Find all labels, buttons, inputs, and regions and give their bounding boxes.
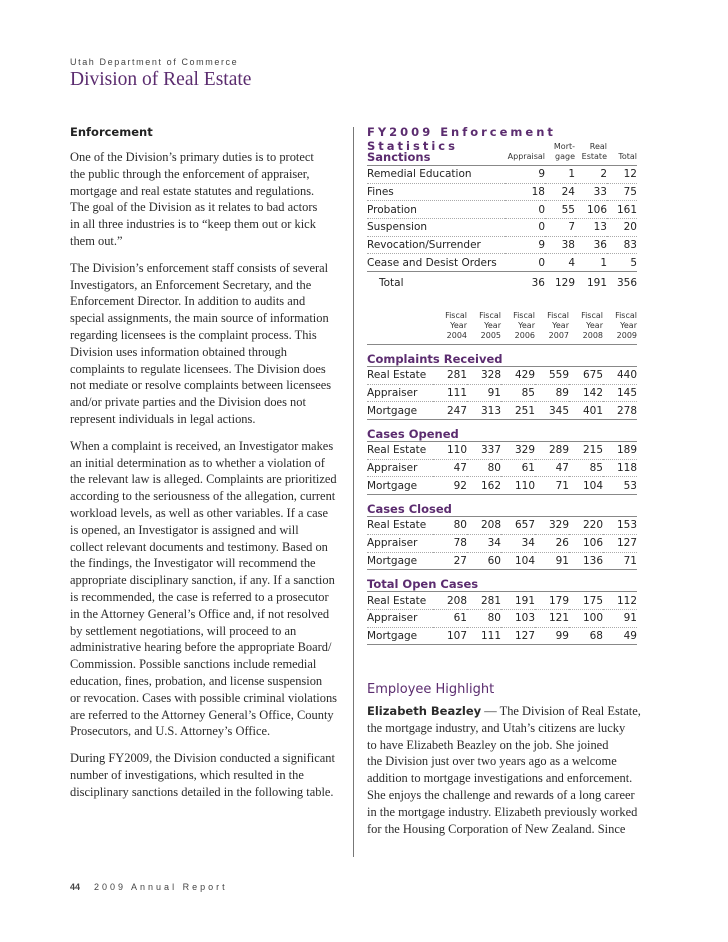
section-header-row: [367, 345, 637, 367]
cell-value: 55: [545, 201, 575, 219]
table-row: [367, 236, 637, 254]
column-divider: [353, 127, 354, 857]
table-row: [367, 592, 637, 610]
cell-value: 401: [569, 402, 603, 420]
text-line: represent individuals in legal actions.: [70, 411, 256, 426]
cell-value: 71: [535, 477, 569, 495]
row-label: Appraiser: [367, 534, 433, 552]
table-row: [367, 201, 637, 219]
sanctions-label: Sanctions: [367, 142, 505, 166]
cell-value: 60: [467, 552, 501, 570]
yearly-statistics-table: [367, 311, 637, 645]
row-label: Mortgage: [367, 477, 433, 495]
cell-value: 220: [569, 517, 603, 535]
enforcement-section: [70, 125, 342, 810]
text-line: special assignments, the main source of information: [70, 311, 329, 326]
cell-value: 136: [569, 552, 603, 570]
text-line: or revocation. Cases with possible criminal violations: [70, 690, 338, 705]
table-row: [367, 609, 637, 627]
total-row: [367, 272, 637, 294]
header-line: 2009: [616, 331, 637, 340]
table-row: [367, 219, 637, 237]
cell-value: 5: [607, 254, 637, 272]
section-title: Total Open Cases: [367, 570, 637, 592]
header-line: Fiscal: [615, 311, 637, 320]
cell-value: 215: [569, 442, 603, 460]
enforcement-paragraph: [70, 260, 342, 428]
text-line: regarding licensees is the complaint process. This: [70, 327, 317, 342]
row-label: Appraiser: [367, 459, 433, 477]
table-row: [367, 627, 637, 645]
cell-value: 80: [433, 517, 467, 535]
text-line: is recommended, the case is referred to a prosecutor: [70, 589, 329, 604]
text-line: She enjoys the challenge and rewards of a long career: [367, 787, 635, 802]
text-line: Commission. Possible sanctions include remedial: [70, 657, 317, 672]
row-label: Appraiser: [367, 609, 433, 627]
cell-value: 24: [545, 183, 575, 201]
text-line: disciplinary sanctions detailed in the following table.: [70, 784, 334, 799]
text-line: addition to mortgage investigations and enforcement.: [367, 771, 633, 786]
cell-value: 0: [505, 254, 545, 272]
sanctions-table: [367, 142, 637, 293]
cell-value: 153: [603, 517, 637, 535]
text-line: administrative hearing before the appropriate Board/: [70, 640, 332, 655]
text-line: an initial determination as to whether a violation of: [70, 455, 325, 470]
cell-value: 49: [603, 627, 637, 645]
total-value: 356: [607, 272, 637, 294]
fiscal-year-header: [603, 311, 637, 345]
text-line: them out.”: [70, 233, 123, 248]
cell-value: 91: [535, 552, 569, 570]
cell-value: 12: [607, 166, 637, 184]
fiscal-year-header: [569, 311, 603, 345]
text-line: The goal of the Division as it relates to bad actors: [70, 200, 318, 215]
text-line: mortgage and real estate statutes and regulations.: [70, 183, 315, 198]
cell-value: 127: [603, 534, 637, 552]
table-row: [367, 254, 637, 272]
cell-value: 34: [501, 534, 535, 552]
header-line: Year: [586, 321, 603, 330]
cell-value: 145: [603, 384, 637, 402]
header-line: Year: [518, 321, 535, 330]
header-line: Year: [552, 321, 569, 330]
row-label: Real Estate: [367, 517, 433, 535]
total-value: 129: [545, 272, 575, 294]
cell-value: 281: [467, 592, 501, 610]
text-line: workload levels, as well as other variables. If a case: [70, 505, 328, 520]
header-line: Fiscal: [445, 311, 467, 320]
section-header-row: [367, 420, 637, 442]
row-label: Mortgage: [367, 552, 433, 570]
cell-value: 175: [569, 592, 603, 610]
cell-value: 337: [467, 442, 501, 460]
text-line: in the mortgage industry. Elizabeth previously worked: [367, 804, 638, 819]
cell-value: 4: [545, 254, 575, 272]
table-row: [367, 552, 637, 570]
cell-value: 675: [569, 367, 603, 385]
cell-value: 100: [569, 609, 603, 627]
cell-value: 80: [467, 459, 501, 477]
cell-value: 26: [535, 534, 569, 552]
cell-value: 9: [505, 236, 545, 254]
cell-value: 47: [535, 459, 569, 477]
cell-value: 657: [501, 517, 535, 535]
page-number: 44: [70, 882, 81, 892]
fiscal-year-header: [501, 311, 535, 345]
cell-value: 2: [575, 166, 607, 184]
cell-value: 85: [501, 384, 535, 402]
cell-value: 68: [569, 627, 603, 645]
cell-value: 162: [467, 477, 501, 495]
text-line: appropriate disciplinary sanction, if any. If a sanction: [70, 573, 335, 588]
cell-value: 1: [545, 166, 575, 184]
row-label: Mortgage: [367, 627, 433, 645]
row-label: Fines: [367, 183, 505, 201]
text-line: collect relevant documents and testimony. Based on: [70, 539, 328, 554]
cell-value: 61: [501, 459, 535, 477]
sanctions-column-header: [505, 142, 545, 166]
header-line: Fiscal: [581, 311, 603, 320]
cell-value: 91: [603, 609, 637, 627]
highlight-first-line: [367, 703, 647, 720]
text-line: Investigators, an Enforcement Secretary, and the: [70, 277, 312, 292]
cell-value: 7: [545, 219, 575, 237]
text-line: and/or private parties and the Division does not: [70, 395, 306, 410]
employee-highlight-title: Employee Highlight: [367, 682, 495, 697]
text-line: the mortgage industry, and Utah’s citizens are lucky: [367, 720, 626, 735]
table-row: [367, 166, 637, 184]
text-line: When a complaint is received, an Investigator makes: [70, 438, 334, 453]
table-row: [367, 384, 637, 402]
department-name: Utah Department of Commerce: [70, 57, 239, 67]
total-value: 191: [575, 272, 607, 294]
header-line: 2007: [548, 331, 569, 340]
cell-value: 440: [603, 367, 637, 385]
cell-value: 61: [433, 609, 467, 627]
enforcement-body: [70, 149, 342, 800]
text-line: in all three industries is to “keep them out or kick: [70, 217, 316, 232]
row-label: Revocation/Surrender: [367, 236, 505, 254]
cell-value: 80: [467, 609, 501, 627]
column-header-line1: Mort-: [553, 142, 575, 151]
cell-value: 208: [433, 592, 467, 610]
fiscal-year-header: [535, 311, 569, 345]
header-line: 2004: [446, 331, 467, 340]
cell-value: 107: [433, 627, 467, 645]
cell-value: 27: [433, 552, 467, 570]
header-line: Fiscal: [479, 311, 501, 320]
highlight-first-line-text: — The Division of Real Estate,: [481, 704, 641, 718]
text-line: One of the Division’s primary duties is to protect: [70, 150, 314, 164]
cell-value: 559: [535, 367, 569, 385]
cell-value: 127: [501, 627, 535, 645]
text-line: the relevant law is alleged. Complaints are prioritized: [70, 472, 337, 487]
table-row: [367, 183, 637, 201]
text-line: Prosecutors, and U.S. Attorney’s Office.: [70, 724, 271, 739]
cell-value: 179: [535, 592, 569, 610]
cell-value: 191: [501, 592, 535, 610]
cell-value: 110: [433, 442, 467, 460]
column-header-line2: Total: [618, 152, 637, 161]
row-label: Real Estate: [367, 442, 433, 460]
text-line: is opened, an Investigator is assigned and will: [70, 522, 299, 537]
text-line: to have Elizabeth Beazley on the job. She joined: [367, 737, 609, 752]
cell-value: 1: [575, 254, 607, 272]
row-label: Remedial Education: [367, 166, 505, 184]
cell-value: 83: [607, 236, 637, 254]
cell-value: 0: [505, 201, 545, 219]
row-label: Appraiser: [367, 384, 433, 402]
cell-value: 71: [603, 552, 637, 570]
text-line: the public through the enforcement of appraiser,: [70, 166, 310, 181]
cell-value: 208: [467, 517, 501, 535]
column-header-line2: gage: [555, 152, 575, 161]
cell-value: 99: [535, 627, 569, 645]
header-line: 2006: [514, 331, 535, 340]
statistics-title: FY2009 Enforcement Statistics: [367, 125, 556, 153]
enforcement-statistics: [367, 125, 637, 642]
enforcement-paragraph: [70, 149, 342, 250]
fiscal-year-header: [467, 311, 501, 345]
text-line: by settlement negotiations, will proceed to an: [70, 623, 297, 638]
cell-value: 278: [603, 402, 637, 420]
enforcement-paragraph: [70, 438, 342, 740]
cell-value: 328: [467, 367, 501, 385]
total-label: Total: [367, 272, 505, 294]
text-line: the Division just over two years ago as a welcome: [367, 754, 617, 769]
cell-value: 251: [501, 402, 535, 420]
cell-value: 104: [569, 477, 603, 495]
table-row: [367, 402, 637, 420]
cell-value: 0: [505, 219, 545, 237]
total-value: 36: [505, 272, 545, 294]
cell-value: 85: [569, 459, 603, 477]
cell-value: 106: [569, 534, 603, 552]
row-label: Cease and Desist Orders: [367, 254, 505, 272]
header-line: 2005: [480, 331, 501, 340]
section-title: Complaints Received: [367, 345, 637, 367]
cell-value: 34: [467, 534, 501, 552]
year-header-blank: [367, 311, 433, 345]
text-line: the findings, the Investigator will recommend the: [70, 556, 316, 571]
sanctions-column-header: [575, 142, 607, 166]
cell-value: 118: [603, 459, 637, 477]
fiscal-year-header: [433, 311, 467, 345]
cell-value: 33: [575, 183, 607, 201]
cell-value: 111: [467, 627, 501, 645]
column-header-line2: Estate: [581, 152, 607, 161]
cell-value: 247: [433, 402, 467, 420]
text-line: number of investigations, which resulted in the: [70, 767, 304, 782]
employee-highlight-body: [367, 703, 647, 837]
column-header-line1: Real: [589, 142, 607, 151]
sanctions-column-header: [607, 142, 637, 166]
cell-value: 142: [569, 384, 603, 402]
cell-value: 104: [501, 552, 535, 570]
text-line: not mediate or resolve complaints between licensees: [70, 378, 332, 393]
section-title: Cases Opened: [367, 420, 637, 442]
employee-name: Elizabeth Beazley: [367, 704, 482, 718]
section-header-row: [367, 570, 637, 592]
cell-value: 189: [603, 442, 637, 460]
text-line: education, fines, probation, and license suspension: [70, 673, 323, 688]
page-footer: [70, 882, 228, 892]
cell-value: 112: [603, 592, 637, 610]
sanctions-column-header: [545, 142, 575, 166]
cell-value: 9: [505, 166, 545, 184]
cell-value: 89: [535, 384, 569, 402]
cell-value: 329: [535, 517, 569, 535]
text-line: are referred to the Attorney General’s Office, County: [70, 707, 334, 722]
text-line: in the Attorney General’s Office and, if not resolved: [70, 606, 330, 621]
text-line: During FY2009, the Division conducted a significant: [70, 751, 335, 766]
cell-value: 110: [501, 477, 535, 495]
cell-value: 161: [607, 201, 637, 219]
section-title: Cases Closed: [367, 495, 637, 517]
header-line: Year: [450, 321, 467, 330]
cell-value: 36: [575, 236, 607, 254]
text-line: complaints to regulate licensees. The Division does: [70, 361, 326, 376]
table-row: [367, 477, 637, 495]
cell-value: 281: [433, 367, 467, 385]
enforcement-heading: Enforcement: [70, 125, 153, 139]
cell-value: 13: [575, 219, 607, 237]
cell-value: 329: [501, 442, 535, 460]
cell-value: 121: [535, 609, 569, 627]
column-header-line2: Appraisal: [507, 152, 545, 161]
header-line: 2008: [582, 331, 603, 340]
header-line: Fiscal: [513, 311, 535, 320]
cell-value: 91: [467, 384, 501, 402]
table-row: [367, 459, 637, 477]
cell-value: 92: [433, 477, 467, 495]
cell-value: 103: [501, 609, 535, 627]
row-label: Mortgage: [367, 402, 433, 420]
row-label: Real Estate: [367, 367, 433, 385]
row-label: Probation: [367, 201, 505, 219]
table-row: [367, 517, 637, 535]
text-line: according to the seriousness of the allegation, current: [70, 489, 336, 504]
row-label: Suspension: [367, 219, 505, 237]
cell-value: 38: [545, 236, 575, 254]
table-row: [367, 442, 637, 460]
text-line: Enforcement Director. In addition to audits and: [70, 294, 306, 309]
enforcement-paragraph: [70, 750, 342, 800]
cell-value: 429: [501, 367, 535, 385]
text-line: Division uses information obtained through: [70, 344, 287, 359]
cell-value: 75: [607, 183, 637, 201]
cell-value: 289: [535, 442, 569, 460]
cell-value: 111: [433, 384, 467, 402]
section-header-row: [367, 495, 637, 517]
report-name: 2009 Annual Report: [94, 882, 228, 892]
text-line: for the Housing Corporation of New Zealand. Since: [367, 821, 626, 836]
cell-value: 47: [433, 459, 467, 477]
cell-value: 53: [603, 477, 637, 495]
table-row: [367, 534, 637, 552]
cell-value: 313: [467, 402, 501, 420]
header-line: Fiscal: [547, 311, 569, 320]
header-line: Year: [484, 321, 501, 330]
text-line: The Division’s enforcement staff consists of several: [70, 260, 329, 275]
employee-highlight: [367, 682, 647, 837]
cell-value: 78: [433, 534, 467, 552]
cell-value: 20: [607, 219, 637, 237]
cell-value: 345: [535, 402, 569, 420]
cell-value: 106: [575, 201, 607, 219]
header-line: Year: [620, 321, 637, 330]
row-label: Real Estate: [367, 592, 433, 610]
table-row: [367, 367, 637, 385]
division-title: Division of Real Estate: [70, 69, 252, 90]
cell-value: 18: [505, 183, 545, 201]
